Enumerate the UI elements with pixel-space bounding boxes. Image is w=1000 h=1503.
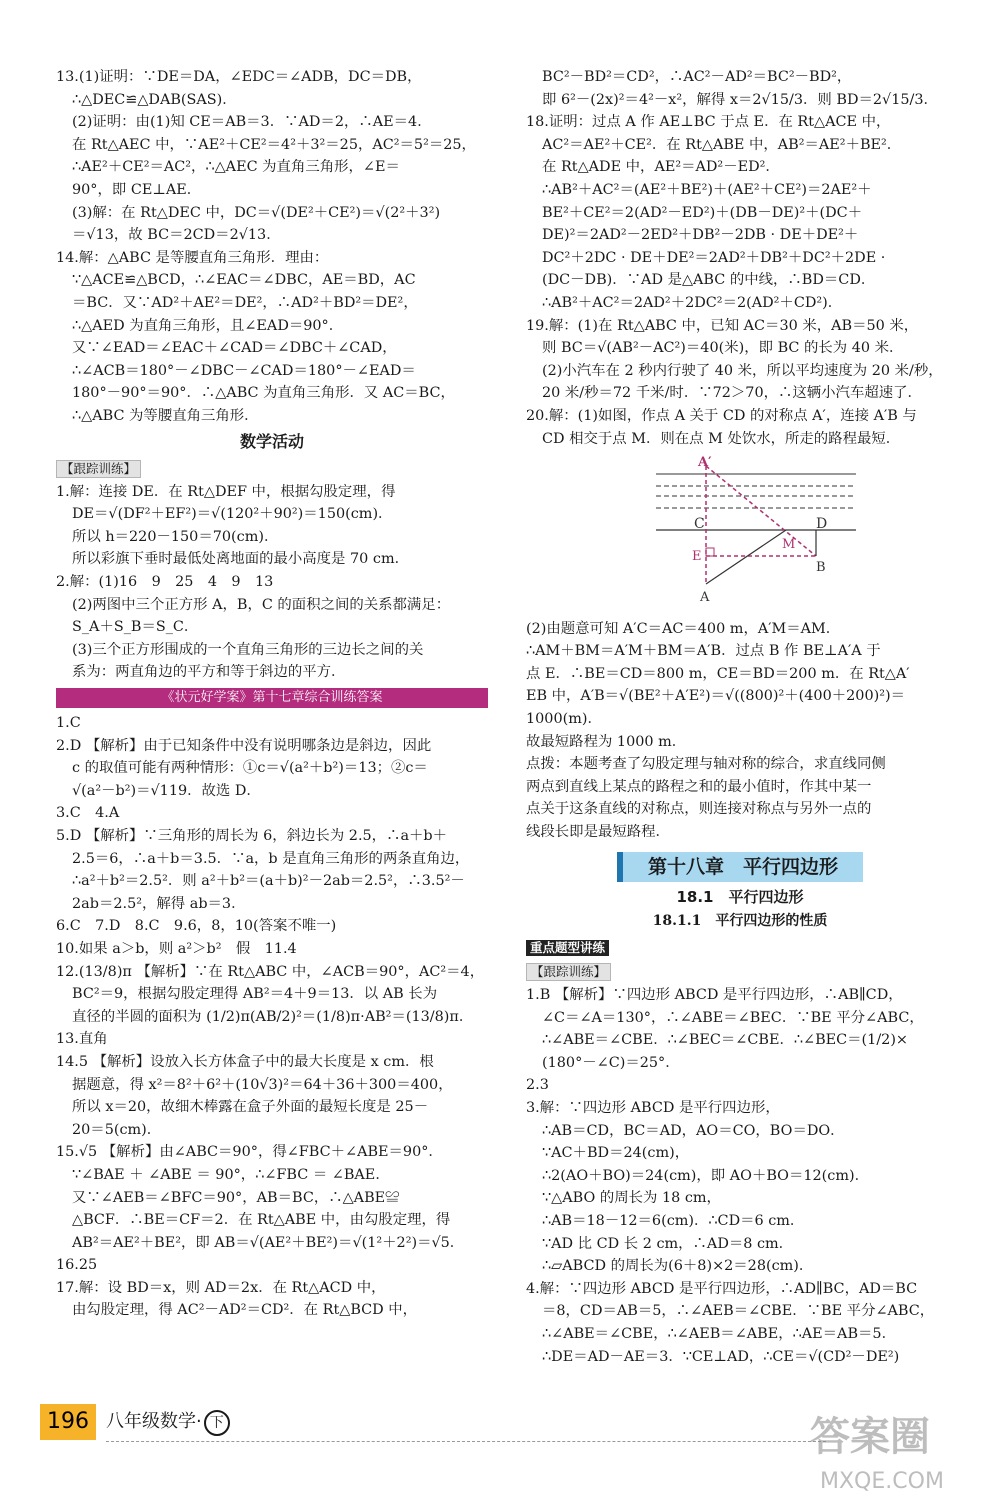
text-line: 两点到直线上某点的路程之和的最小值时，作其中某一 <box>526 778 872 795</box>
text-line: 直径的半圆的面积为 (1/2)π(AB/2)²＝(1/8)π·AB²＝(13/8)π． <box>72 1008 474 1025</box>
text-line: 5.D 【解析】∵三角形的周长为 6，斜边长为 2.5，∴a＋b＋ <box>56 828 448 844</box>
text-line: (2)小汽车在 2 秒内行驶了 40 米，所以平均速度为 20 米/秒， <box>542 362 943 379</box>
text-line: ∴DE＝AD－AE＝3．∵CE⊥AD，∴CE＝√(CD²－DE²) <box>542 1348 900 1365</box>
section-18-1-title: 18.1 平行四边形 <box>676 887 804 906</box>
text-line: 1.解：连接 DE．在 Rt△DEF 中，根据勾股定理，得 <box>56 483 396 500</box>
text-line: 20 米/秒＝72 千米/时．∵72＞70，∴这辆小汽车超速了． <box>542 385 922 402</box>
label-b: B <box>816 560 826 576</box>
text-line: S_A＋S_B＝S_C． <box>72 619 199 636</box>
text-line: (DC－DB)．∵AD 是△ABC 的中线，∴BD＝CD． <box>542 272 876 289</box>
text-line: ∴AM＋BM＝A′M＋BM＝A′B．过点 B 作 BE⊥A′A 于 <box>526 643 881 660</box>
page-number-badge: 196 <box>40 1404 96 1440</box>
text-line: c 的取值可能有两种情形：①c＝√(a²＋b²)＝13；②c＝ <box>72 760 428 777</box>
text-line: (180°－∠C)＝25°． <box>542 1054 680 1071</box>
text-line: 3.解：∵四边形 ABCD 是平行四边形， <box>526 1099 780 1116</box>
text-line: 又∵∠AEB＝∠BFC＝90°，AB＝BC，∴△ABE≌ <box>72 1189 400 1206</box>
answer-block-13-14 <box>56 66 488 428</box>
text-line: 20.解：(1)如图，作点 A 关于 CD 的对称点 A′，连接 A′B 与 <box>526 407 917 424</box>
text-line: (2)由题意可知 A′C＝AC＝400 m，A′M＝AM． <box>526 620 841 637</box>
label-d: D <box>816 516 828 533</box>
chapter-18-answers <box>526 984 954 1368</box>
aprime-b-segment <box>706 466 816 556</box>
text-line: DC²＋2DC · DE＋DE²＝2AD²＋DB²＋DC²＋2DE · <box>542 249 886 266</box>
text-line: ∴AE²＋CE²＝AC²，∴△AEC 为直角三角形，∠E＝ <box>72 159 400 176</box>
text-line: 所以 h＝220－150＝70(cm)． <box>72 528 279 545</box>
text-line: ∵AD 比 CD 长 2 cm，∴AD＝8 cm． <box>542 1235 794 1252</box>
text-line: (2)证明：由(1)知 CE＝AB＝3．∵AD＝2，∴AE＝4． <box>72 114 432 131</box>
text-line: ∵△ACE≌△BCD，∴∠EAC＝∠DBC，AE＝BD，AC <box>72 272 416 289</box>
text-line: ∵AC＋BD＝24(cm)， <box>542 1145 690 1162</box>
text-line: 14.解：△ABC 是等腰直角三角形．理由： <box>56 249 329 266</box>
label-c: C <box>694 516 705 533</box>
text-line: 13.(1)证明：∵DE＝DA，∠EDC＝∠ADB，DC＝DB， <box>56 69 422 85</box>
tag-follow-training-2: 【跟踪训练】 <box>526 963 611 981</box>
text-line: CD 相交于点 M．则在点 M 处饮水，所走的路程最短． <box>542 430 901 447</box>
text-line: ∴AB＝18－12＝6(cm)．∴CD＝6 cm． <box>542 1212 805 1229</box>
volume-circle: 下 <box>204 1410 230 1436</box>
text-line: AB²＝AE²＋BE²，即 AB＝√(AE²＋BE²)＝√(1²＋2²)＝√5． <box>72 1234 465 1251</box>
text-line: 则 BC＝√(AB²－AC²)＝40(米)，即 BC 的长为 40 米． <box>542 340 904 357</box>
text-line: 系为：两直角边的平方和等于斜边的平方． <box>72 664 346 681</box>
text-line: 1.B 【解析】∵四边形 ABCD 是平行四边形，∴AB∥CD， <box>526 987 903 1003</box>
book-title <box>106 1410 230 1436</box>
watermark-logo <box>790 1400 990 1500</box>
text-line: 即 6²－(2x)²＝4²－x²，解得 x＝2√15/3．则 BD＝2√15/3． <box>542 91 938 108</box>
activity-answers <box>56 481 488 684</box>
text-line: 2.解：(1)16 9 25 4 9 13 <box>56 574 274 591</box>
text-line: ∵∠BAE ＋ ∠ABE ＝ 90°，∴∠FBC ＝ ∠BAE． <box>72 1166 390 1183</box>
text-line: (3)解：在 Rt△DEC 中，DC＝√(DE²＋CE²)＝√(2²＋3²) <box>72 204 441 221</box>
text-line: 12.(13/8)π 【解析】∵在 Rt△ABC 中，∠ACB＝90°，AC²＝4， <box>56 963 485 980</box>
text-line: 17.解：设 BD＝x，则 AD＝2x．在 Rt△ACD 中， <box>56 1279 386 1296</box>
watermark-line1: 答案圈 <box>810 1414 930 1460</box>
chapter-17-answers <box>56 712 488 1322</box>
text-line: 13.直角 <box>56 1031 108 1048</box>
label-e: E <box>692 549 702 565</box>
text-line: √(a²－b²)＝√119．故选 D． <box>72 782 261 799</box>
text-line: 2.3 <box>526 1077 549 1094</box>
text-line: EB 中，A′B＝√(BE²＋A′E²)＝√((800)²＋(400＋200)²)＝ <box>526 688 905 705</box>
text-line: 1000(m)． <box>526 711 602 728</box>
text-line: ∴△ABC 为等腰直角三角形． <box>72 407 259 424</box>
text-line: ∴△AED 为直角三角形，且∠EAD＝90°． <box>72 317 344 334</box>
text-line: 在 Rt△AEC 中，∵AE²＋CE²＝4²＋3²＝25，AC²＝5²＝25， <box>72 136 476 153</box>
subsection-18-1-1-title: 18.1.1 平行四边形的性质 <box>652 913 828 930</box>
text-line: (3)三个正方形围成的一个直角三角形的三边长之间的关 <box>72 641 424 658</box>
text-line: ＝√13，故 BC＝2CD＝2√13． <box>72 227 281 244</box>
text-line: ∴AB²＋AC²＝2AD²＋2DC²＝2(AD²＋CD²)． <box>542 294 843 311</box>
text-line: 20＝5(cm)． <box>72 1121 162 1138</box>
text-line: 18.证明：过点 A 作 AE⊥BC 于点 E．在 Rt△ACE 中， <box>526 114 891 131</box>
text-line: ∴a²＋b²＝2.5²．则 a²＋b²＝(a＋b)²－2ab＝2.5²，∴3.5²－ <box>72 873 465 890</box>
text-line: 14.5 【解析】设放入长方体盒子中的最大长度是 x cm．根 <box>56 1053 434 1070</box>
right-angle-mark <box>706 548 714 556</box>
text-line: 180°－90°＝90°．∴△ABC 为直角三角形．又 AC＝BC， <box>72 385 455 402</box>
footer-divider <box>106 1441 826 1442</box>
text-line: AC²＝AE²＋CE²．在 Rt△ABE 中，AB²＝AE²＋BE²． <box>542 136 902 153</box>
text-line: 又∵∠EAD＝∠EAC＋∠CAD＝∠DBC＋∠CAD， <box>72 340 397 357</box>
text-line: 15.√5 【解析】由∠ABC＝90°，得∠FBC＋∠ABE＝90°． <box>56 1144 443 1161</box>
text-line: BC²＝9，根据勾股定理得 AB²＝4＋9＝13．以 AB 长为 <box>72 986 438 1003</box>
text-line: 2ab＝2.5²，解得 ab＝3． <box>72 895 246 912</box>
watermark-line2: MXQE.COM <box>820 1469 944 1494</box>
text-line: 线段长即是最短路程． <box>526 824 670 841</box>
text-line: 由勾股定理，得 AC²－AD²＝CD²．在 Rt△BCD 中， <box>72 1302 418 1319</box>
text-line: 2.D 【解析】由于已知条件中没有说明哪条边是斜边，因此 <box>56 737 432 754</box>
text-line: 点关于这条直线的对称点，则连接对称点与另外一点的 <box>526 801 872 818</box>
text-line: 16.25 <box>56 1257 98 1274</box>
text-line: 所以 x＝20，故细木棒露在盒子外面的最短长度是 25－ <box>72 1099 429 1116</box>
text-line: 1.C <box>56 715 81 732</box>
text-line: DE＝√(DF²＋EF²)＝√(120²＋90²)＝150(cm)． <box>72 506 393 523</box>
text-line: ∴AB²＋AC²＝(AE²＋BE²)＋(AE²＋CE²)＝2AE²＋ <box>542 181 872 198</box>
text-line: DE)²＝2AD²－2ED²＋DB²－2DB · DE＋DE²＋ <box>542 227 859 244</box>
chapter-17-answers-banner: 《状元好学案》第十七章综合训练答案 <box>56 688 488 708</box>
text-line: 90°，即 CE⊥AE． <box>72 181 202 198</box>
river-symmetry-figure <box>626 456 856 606</box>
text-line: ∴∠ACB＝180°－∠DBC－∠CAD＝180°－∠EAD＝ <box>72 362 416 379</box>
text-line: BC²－BD²＝CD²，∴AC²－AD²＝BC²－BD²， <box>542 69 852 85</box>
label-a: A <box>700 590 710 606</box>
a-m-segment <box>706 530 786 584</box>
text-line: 点 E．∴BE＝CD＝800 m，CE＝BD＝200 m．在 Rt△A′ <box>526 665 910 682</box>
label-a-prime: A′ <box>698 456 712 471</box>
text-line: ∴AB＝CD，BC＝AD，AO＝CO，BO＝DO． <box>542 1122 845 1139</box>
answer-20-part2 <box>526 618 954 844</box>
text-line: 6.C 7.D 8.C 9.6，8，10(答案不唯一) <box>56 918 337 935</box>
text-line: BE²＋CE²＝2(AD²－ED²)＋(DB－DE)²＋(DC＋ <box>542 204 863 221</box>
text-line: ∵△ABO 的周长为 18 cm， <box>542 1190 721 1207</box>
text-line: 4.解：∵四边形 ABCD 是平行四边形，∴AD∥BC，AD＝BC <box>526 1280 918 1297</box>
text-line: ∠C＝∠A＝130°，∴∠ABE＝∠BEC．∵BE 平分∠ABC， <box>542 1009 924 1026</box>
text-line: 点拨：本题考查了勾股定理与轴对称的综合，求直线同侧 <box>526 756 886 773</box>
right-column <box>526 66 954 1368</box>
text-line: 故最短路程为 1000 m． <box>526 733 687 750</box>
text-line: 19.解：(1)在 Rt△ABC 中，已知 AC＝30 米，AB＝50 米， <box>526 317 919 334</box>
text-line: 3.C 4.A <box>56 805 120 822</box>
text-line: ∴∠ABE＝∠CBE．∴∠BEC＝∠CBE．∴∠BEC＝(1/2)× <box>542 1032 908 1049</box>
text-line: 2.5＝6，∴a＋b＝3.5．∵a，b 是直角三角形的两条直角边， <box>72 850 470 867</box>
chapter-18-title: 第十八章 平行四边形 <box>617 852 863 882</box>
text-line: 所以彩旗下垂时最低处离地面的最小高度是 70 cm． <box>72 551 409 568</box>
text-line: 据题意，得 x²＝8²＋6²＋(10√3)²＝64＋36＋300＝400， <box>72 1076 453 1093</box>
book-title-text: 八年级数学· <box>106 1411 202 1432</box>
text-line: ＝8，CD＝AB＝5，∴∠AEB＝∠CBE．∵BE 平分∠ABC， <box>542 1303 935 1320</box>
text-line: ∴▱ABCD 的周长为(6＋8)×2＝28(cm)． <box>542 1258 814 1275</box>
text-line: ∴∠ABE＝∠CBE，∴∠AEB＝∠ABE，∴AE＝AB＝5． <box>542 1325 896 1342</box>
text-line: ∴△DEC≌△DAB(SAS)． <box>72 91 237 108</box>
tag-follow-training: 【跟踪训练】 <box>56 460 141 478</box>
text-line: (2)两图中三个正方形 A，B，C 的面积之间的关系都满足： <box>72 596 451 613</box>
text-line: ＝BC．又∵AD²＋AE²＝DE²，∴AD²＋BD²＝DE²， <box>72 294 418 311</box>
text-line: ∴2(AO＋BO)＝24(cm)，即 AO＋BO＝12(cm)． <box>542 1167 870 1184</box>
text-line: 10.如果 a＞b，则 a²＞b² 假 11.4 <box>56 940 297 957</box>
text-line: △BCF．∴BE＝CF＝2．在 Rt△ABE 中，由勾股定理，得 <box>72 1212 451 1229</box>
text-line: 在 Rt△ADE 中，AE²＝AD²－ED²． <box>542 159 780 176</box>
answer-block-17-20 <box>526 66 954 450</box>
tag-key-questions: 重点题型讲练 <box>526 940 609 956</box>
section-heading-math-activity: 数学活动 <box>239 431 304 451</box>
label-m: M <box>782 537 796 553</box>
left-column <box>56 66 488 1322</box>
